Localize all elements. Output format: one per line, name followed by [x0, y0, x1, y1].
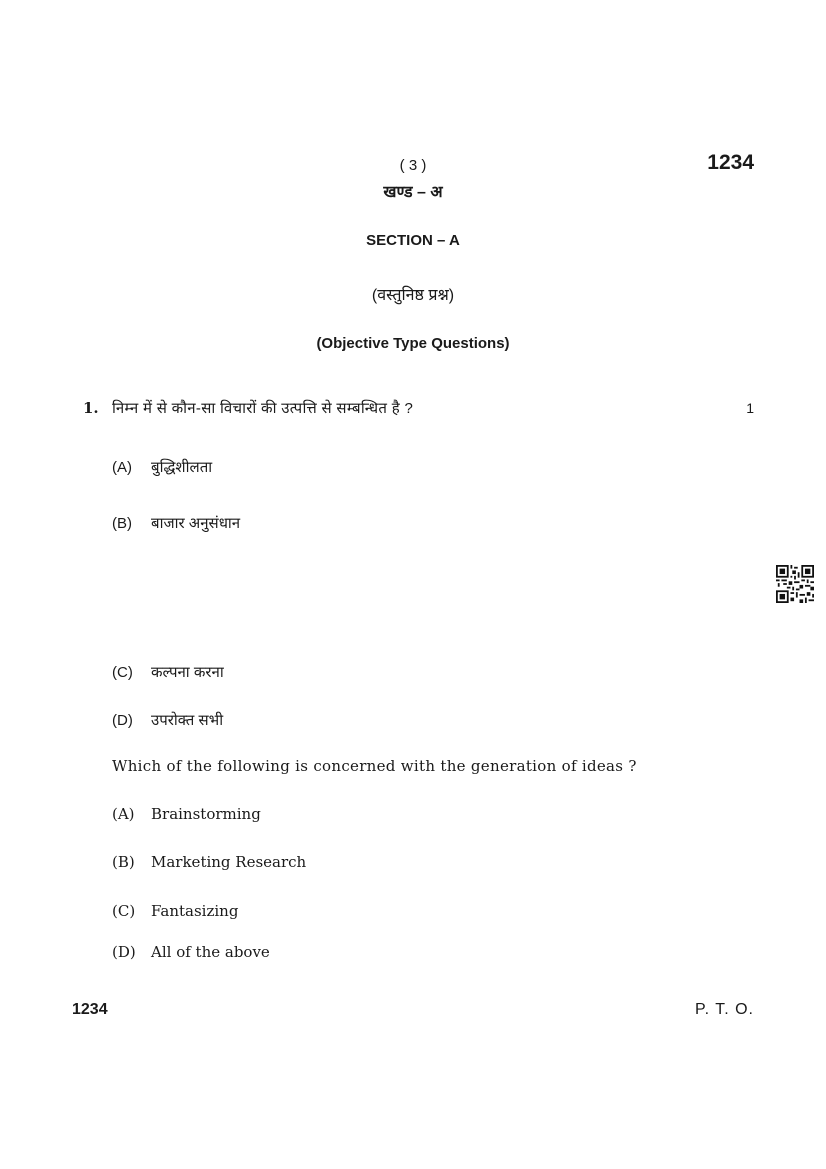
qr-code-icon	[776, 565, 814, 603]
option-label: (B)	[112, 853, 135, 871]
option-english-b	[112, 853, 306, 871]
paper-code-top: 1234	[707, 151, 754, 174]
option-hindi-a	[112, 457, 212, 477]
option-text: कल्पना करना	[151, 664, 224, 681]
option-label: (C)	[112, 902, 136, 920]
option-text: Marketing Research	[151, 853, 307, 871]
question-number: 1.	[83, 399, 99, 417]
question-type-hindi: (वस्तुनिष्ठ प्रश्न)	[371, 287, 455, 304]
option-text: बुद्धिशीलता	[151, 459, 213, 476]
option-label: (C)	[112, 664, 133, 681]
option-label: (D)	[112, 943, 136, 961]
option-hindi-d	[112, 710, 223, 730]
option-text: बाजार अनुसंधान	[151, 515, 241, 532]
option-label: (B)	[112, 515, 132, 532]
question-type-english: (Objective Type Questions)	[316, 335, 510, 352]
option-text: All of the above	[151, 943, 270, 961]
section-title-hindi: खण्ड – अ	[383, 184, 443, 201]
option-hindi-b	[112, 513, 240, 533]
section-title-english: SECTION – A	[366, 232, 460, 249]
option-text: Brainstorming	[151, 805, 261, 823]
paper-code-bottom: 1234	[72, 1001, 108, 1018]
option-label: (D)	[112, 712, 133, 729]
option-text: Fantasizing	[151, 902, 239, 920]
page-number: ( 3 )	[399, 157, 427, 174]
question-text-hindi: निम्न में से कौन-सा विचारों की उत्पत्ति से सम्बन्धित है ?	[112, 400, 414, 417]
pto-label: P. T. O.	[695, 1001, 754, 1018]
question-marks: 1	[746, 400, 754, 416]
option-text: उपरोक्त सभी	[151, 712, 224, 729]
question-text-english: Which of the following is concerned with the generation of ideas ?	[112, 757, 637, 775]
option-label: (A)	[112, 459, 132, 476]
option-english-d	[112, 943, 270, 961]
option-english-c	[112, 902, 238, 920]
option-label: (A)	[112, 805, 135, 823]
option-hindi-c	[112, 662, 224, 682]
option-english-a	[112, 805, 261, 823]
